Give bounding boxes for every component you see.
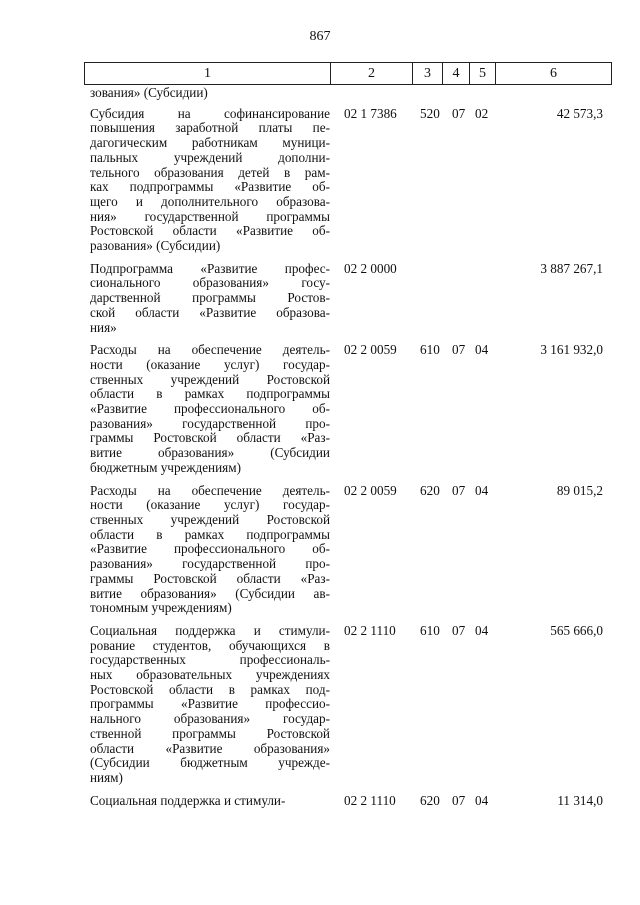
row-pr: 04: [475, 792, 489, 808]
row-pr: 04: [475, 622, 489, 638]
row-name-line: Расходы на обеспечение деятель-: [90, 482, 330, 498]
row-code: 02 2 1110: [344, 792, 396, 808]
header-col-3: 3: [413, 63, 443, 85]
table-row: [84, 262, 611, 336]
row-rz: 07: [452, 482, 466, 498]
row-name-line: Расходы на обеспечение деятель-: [90, 342, 330, 358]
row-vr: [412, 262, 442, 336]
row-name-line: Подпрограмма «Развитие профес-: [90, 260, 330, 276]
row-code: 02 1 7386: [344, 105, 397, 121]
row-name-line: ности (оказание услуг) государ-: [90, 497, 330, 513]
table-row: [84, 107, 611, 254]
row-name-line: государственных профессиональ-: [90, 652, 330, 668]
row-name-line: ния» государственной программы: [90, 208, 330, 224]
row-amount: 3 161 932,0: [540, 342, 603, 358]
row-name-line: разования» государственной про-: [90, 556, 330, 572]
row-name-line: «Развитие профессионального об-: [90, 541, 330, 557]
row-name-line: ской области «Развитие образова-: [90, 304, 330, 320]
row-vr: 620: [420, 482, 440, 498]
row-name: [84, 484, 330, 616]
row-pr: [469, 86, 495, 101]
row-name-line: области в рамках подпрограммы: [90, 386, 330, 402]
row-name: [84, 86, 330, 101]
row-name: [84, 624, 330, 786]
table-row: [84, 794, 611, 809]
header-col-2: 2: [331, 63, 413, 85]
row-name-line: нального образования» государ-: [90, 711, 330, 727]
row-name: [84, 794, 330, 809]
header-col-6: 6: [496, 63, 612, 85]
row-name-line: ных образовательных учреждениях: [90, 667, 330, 683]
row-vr: 520: [420, 105, 440, 121]
row-rz: 07: [452, 622, 466, 638]
row-name: [84, 343, 330, 475]
row-code: 02 2 0059: [344, 342, 397, 358]
row-name-line: граммы Ростовской области «Раз-: [90, 430, 330, 446]
row-name-line: Субсидия на софинансирование: [90, 105, 330, 121]
table-body: [84, 86, 611, 816]
row-amount: 565 666,0: [550, 622, 603, 638]
row-name-line: тельного образования детей в рам-: [90, 164, 330, 180]
row-name-line: щего и дополнительного образова-: [90, 193, 330, 209]
table-row: [84, 624, 611, 786]
row-name-line: дагогическим работникам муници-: [90, 135, 330, 151]
row-name: [84, 262, 330, 336]
row-name-line: Ростовской области «Развитие об-: [90, 223, 330, 239]
row-name-line: граммы Ростовской области «Раз-: [90, 570, 330, 586]
row-name-line: области «Развитие образования»: [90, 740, 330, 756]
row-amount: 3 887 267,1: [540, 260, 603, 276]
row-amount: [495, 86, 611, 101]
row-name-line: пальных учреждений дополни-: [90, 149, 330, 165]
row-name-line: Ростовской области в рамках под-: [90, 681, 330, 697]
row-name-line: витие образования» (Субсидии ав-: [90, 585, 330, 601]
row-name-line: повышения заработной платы пе-: [90, 120, 330, 136]
row-rz: 07: [452, 792, 466, 808]
row-name-line: ках подпрограммы «Развитие об-: [90, 179, 330, 195]
row-name-line: Социальная поддержка и стимули-: [90, 622, 330, 638]
row-vr: [412, 86, 442, 101]
row-vr: 610: [420, 622, 440, 638]
row-amount: 42 573,3: [556, 105, 603, 121]
row-vr: 610: [420, 342, 440, 358]
row-code: 02 2 0000: [344, 260, 397, 276]
row-name-line: (Субсидии бюджетным учрежде-: [90, 755, 330, 771]
table-row: [84, 86, 611, 101]
row-pr: 04: [475, 482, 489, 498]
row-name-line: ности (оказание услуг) государ-: [90, 356, 330, 372]
row-code: 02 2 1110: [344, 622, 396, 638]
row-rz: [442, 262, 469, 336]
row-rz: 07: [452, 342, 466, 358]
row-name-line: ственной программы Ростовской: [90, 725, 330, 741]
row-name-line: дарственной программы Ростов-: [90, 290, 330, 306]
row-name-line: разования» государственной про-: [90, 415, 330, 431]
row-name-line: витие образования» (Субсидии: [90, 445, 330, 461]
table-header: [84, 62, 612, 85]
row-code: [330, 86, 412, 101]
row-pr: 02: [475, 105, 489, 121]
row-code: 02 2 0059: [344, 482, 397, 498]
row-name-line: зования» (Субсидии): [90, 85, 208, 100]
row-rz: 07: [452, 105, 466, 121]
row-name-line: сионального образования» госу-: [90, 275, 330, 291]
row-name-line: тономным учреждениям): [90, 600, 232, 616]
row-name-line: ственных учреждений Ростовской: [90, 371, 330, 387]
page-number: 867: [309, 29, 331, 44]
row-amount: 11 314,0: [557, 792, 603, 808]
table-row: [84, 343, 611, 475]
row-pr: [469, 262, 495, 336]
row-amount: 89 015,2: [556, 482, 603, 498]
row-name-line: рование студентов, обучающихся в: [90, 637, 330, 653]
row-name-line: разования» (Субсидии): [90, 238, 221, 254]
header-col-5: 5: [470, 63, 496, 85]
header-col-4: 4: [443, 63, 470, 85]
row-vr: 620: [420, 792, 440, 808]
row-rz: [442, 86, 469, 101]
table-row: [84, 484, 611, 616]
row-name-line: Социальная поддержка и стимули-: [90, 792, 286, 808]
row-name-line: ния»: [90, 319, 117, 335]
row-name-line: «Развитие профессионального об-: [90, 401, 330, 417]
row-name: [84, 107, 330, 254]
row-pr: 04: [475, 342, 489, 358]
row-name-line: программы «Развитие профессио-: [90, 696, 330, 712]
header-col-1: 1: [85, 63, 331, 85]
row-name-line: ственных учреждений Ростовской: [90, 511, 330, 527]
row-name-line: бюджетным учреждениям): [90, 459, 241, 475]
row-name-line: ниям): [90, 769, 123, 785]
row-name-line: области в рамках подпрограммы: [90, 526, 330, 542]
